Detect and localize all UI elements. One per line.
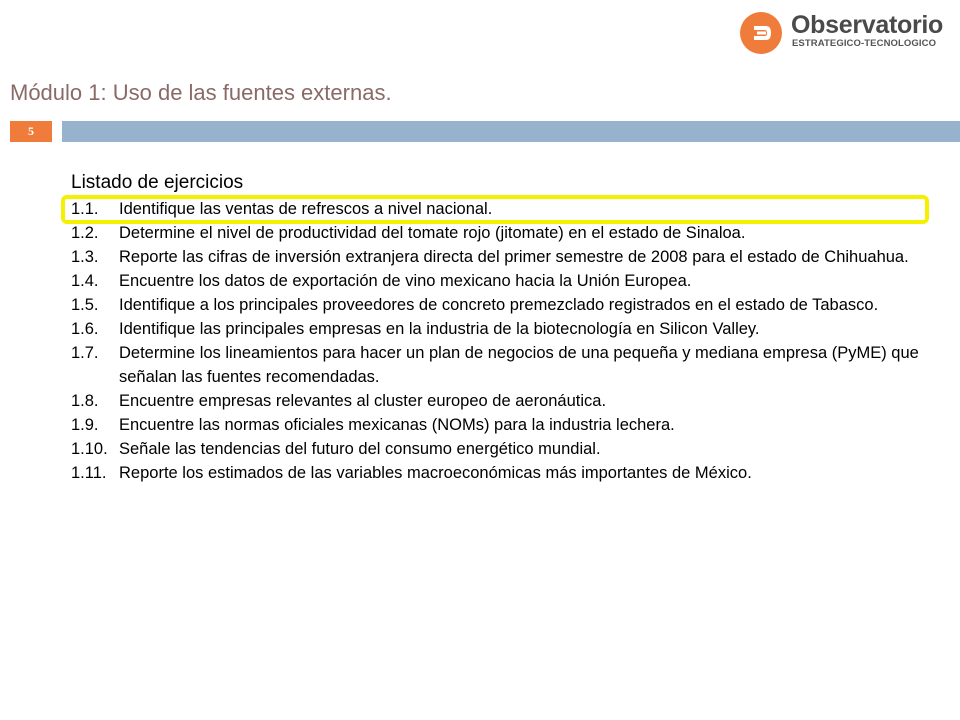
exercise-item (71, 437, 951, 461)
exercise-text: Determine el nivel de productividad del tomate rojo (jitomate) en el estado de Sinaloa. (119, 224, 746, 242)
exercise-item (71, 245, 951, 269)
exercise-text: Encuentre las normas oficiales mexicanas (NOMs) para la industria lechera. (119, 416, 675, 434)
exercise-number: 1.3. (71, 248, 99, 266)
exercise-number: 1.8. (71, 392, 99, 410)
exercise-number: 1.9. (71, 416, 99, 434)
exercise-number: 1.11. (71, 464, 107, 482)
header-bar (62, 121, 960, 142)
exercise-text: Reporte las cifras de inversión extranjera directa del primer semestre de 2008 para el estado de Chihuahua. (119, 248, 909, 266)
exercise-text: Determine los lineamientos para hacer un plan de negocios de una pequeña y mediana empresa (PyME) que señalan las fuentes recomendadas. (119, 344, 919, 386)
exercise-number: 1.10. (71, 440, 108, 458)
exercise-text: Señale las tendencias del futuro del consumo energético mundial. (119, 440, 601, 458)
logo-mark-icon (739, 11, 783, 55)
exercise-text: Identifique las ventas de refrescos a nivel nacional. (119, 200, 493, 218)
exercise-number: 1.4. (71, 272, 99, 290)
exercise-number: 1.6. (71, 320, 99, 338)
list-title: Listado de ejercicios (71, 172, 244, 193)
exercise-text: Identifique las principales empresas en la industria de la biotecnología en Silicon Valley. (119, 320, 760, 338)
highlight-box (61, 195, 929, 224)
exercise-item (71, 317, 951, 341)
exercise-text: Identifique a los principales proveedores de concreto premezclado registrados en el estado de Tabasco. (119, 296, 879, 314)
exercise-number: 1.2. (71, 224, 99, 242)
exercise-list (71, 197, 951, 485)
exercise-item (71, 461, 951, 485)
logo-subtitle: ESTRATEGICO-TECNOLOGICO (792, 38, 937, 49)
exercise-number: 1.5. (71, 296, 99, 314)
observatorio-logo (739, 8, 949, 54)
exercise-item (71, 269, 951, 293)
exercise-item (71, 293, 951, 317)
exercise-item (71, 413, 951, 437)
page-number: 5 (10, 121, 52, 142)
exercise-number: 1.1. (71, 200, 99, 218)
exercise-number: 1.7. (71, 344, 99, 362)
exercise-item (71, 221, 951, 245)
exercise-item (71, 389, 951, 413)
exercise-item (71, 341, 951, 389)
exercise-text: Encuentre empresas relevantes al cluster europeo de aeronáutica. (119, 392, 607, 410)
logo-title: Observatorio (791, 11, 944, 39)
slide-title: Módulo 1: Uso de las fuentes externas. (10, 80, 392, 105)
exercise-text: Encuentre los datos de exportación de vino mexicano hacia la Unión Europea. (119, 272, 692, 290)
exercise-text: Reporte los estimados de las variables macroeconómicas más importantes de México. (119, 464, 752, 482)
